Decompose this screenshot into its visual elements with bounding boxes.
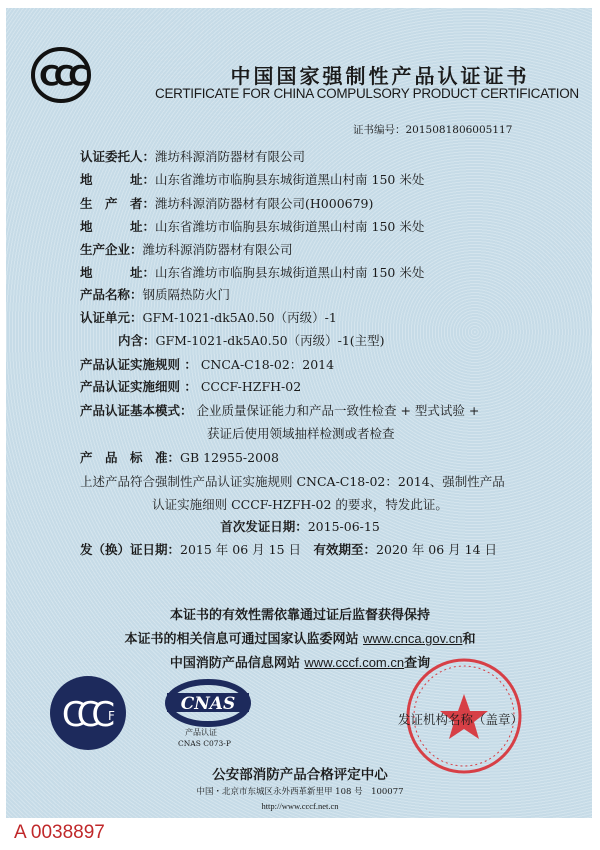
info-note	[0, 628, 600, 647]
cnca-link[interactable]: www.cnca.gov.cn	[363, 631, 463, 646]
field-label: 产品名称：	[80, 287, 143, 302]
field-value: 山东省潍坊市临朐县东城街道黑山村南 150 米处	[155, 172, 425, 187]
field-row	[80, 308, 337, 326]
field-label: 认证单元：	[80, 310, 143, 325]
field-label: 产品认证实施规则 ：	[80, 357, 197, 372]
issuer-address: 中国・北京市东城区永外西革新里甲 108 号 100077	[196, 787, 404, 797]
cccf-logo-icon	[48, 674, 128, 752]
serial-number: A 0038897	[14, 822, 105, 843]
expiry-label: 有效期至：	[313, 542, 377, 557]
field-label: 地 址：	[80, 172, 156, 187]
field-row	[80, 147, 305, 165]
field-label: 认证委托人：	[80, 149, 156, 164]
field-label: 生产企业：	[80, 242, 143, 257]
field-value: GFM-1021-dk5A0.50（丙级）-1	[142, 310, 337, 325]
field-row	[80, 377, 301, 395]
field-value-continued: 获证后使用领域抽样检测或者检查	[207, 426, 395, 441]
field-label: 产 品 标 准：	[80, 450, 181, 465]
statement-line1: 上述产品符合强制性产品认证实施规则 CNCA-C18-02：2014、强制性产品	[80, 474, 505, 489]
statement-line2: 认证实施细则 CCCF-HZFH-02 的要求，特发此证。	[152, 497, 448, 512]
cccf-link[interactable]: www.cccf.com.cn	[304, 655, 405, 670]
cnas-code: CNAS C073-P	[178, 739, 231, 748]
field-row	[80, 401, 479, 419]
first-issue-value: 2015-06-15	[307, 519, 380, 534]
cnas-logo-icon	[165, 678, 251, 728]
info-note-text: 本证书的相关信息可通过国家认监委网站	[124, 632, 359, 647]
field-value: 钢质隔热防火门	[142, 287, 231, 302]
cnas-caption: 产品认证	[185, 728, 217, 737]
svg-text:CNAS: CNAS	[180, 694, 236, 714]
certificate-number	[353, 122, 512, 137]
field-row	[80, 355, 334, 373]
issue-value: 2015 年 06 月 15 日	[180, 542, 302, 557]
field-row	[80, 217, 424, 235]
field-row	[80, 194, 373, 212]
validity-note: 本证书的有效性需依靠通过证后监督获得保持	[169, 608, 430, 623]
field-label: 生 产 者：	[80, 196, 156, 211]
query-note-text: 中国消防产品信息网站	[169, 656, 300, 671]
issue-label: 发（换）证日期：	[80, 542, 181, 557]
certificate-title: 中国国家强制性产品认证证书	[230, 64, 530, 88]
field-value: 潍坊科源消防器材有限公司(H000679)	[155, 196, 374, 211]
field-value: 企业质量保证能力和产品一致性检查 + 型式试验 +	[196, 403, 480, 418]
field-row	[80, 448, 279, 466]
cert-no-label: 证书编号：	[353, 124, 406, 136]
issue-dates	[80, 540, 497, 558]
query-note-end: 查询	[404, 656, 431, 671]
cert-no-value: 2015081806005117	[405, 124, 513, 136]
field-row	[80, 240, 293, 258]
field-value: 潍坊科源消防器材有限公司	[142, 242, 293, 257]
field-row	[80, 263, 424, 281]
field-value: GFM-1021-dk5A0.50（丙级）-1(主型)	[155, 333, 385, 348]
field-label: 内含：	[118, 333, 156, 348]
first-issue-date	[0, 517, 600, 535]
field-label: 地 址：	[80, 265, 156, 280]
issuer-url[interactable]: http://www.cccf.net.cn	[261, 801, 339, 811]
expiry-value: 2020 年 06 月 14 日	[376, 542, 498, 557]
svg-text:CCC: CCC	[61, 695, 107, 735]
field-value: 山东省潍坊市临朐县东城街道黑山村南 150 米处	[155, 219, 425, 234]
field-value: 潍坊科源消防器材有限公司	[155, 149, 306, 164]
svg-text:F: F	[108, 709, 115, 723]
certificate-subtitle: CERTIFICATE FOR CHINA COMPULSORY PRODUCT CERTIFICATION	[155, 86, 579, 101]
field-value: GB 12955-2008	[180, 450, 279, 465]
field-value: 山东省潍坊市临朐县东城街道黑山村南 150 米处	[155, 265, 425, 280]
field-row	[118, 331, 385, 349]
field-label: 产品认证基本模式：	[80, 403, 193, 418]
field-row	[80, 170, 424, 188]
issuer-seal-label: 发证机构名称（盖章）	[398, 712, 524, 727]
field-row	[80, 285, 230, 303]
field-label: 产品认证实施细则 ：	[80, 379, 197, 394]
field-value: CCCF-HZFH-02	[200, 379, 302, 394]
issuer-name: 公安部消防产品合格评定中心	[212, 767, 388, 783]
first-issue-label: 首次发证日期：	[220, 519, 308, 534]
field-value: CNCA-C18-02：2014	[200, 357, 335, 372]
svg-text:CCC: CCC	[39, 59, 83, 92]
field-label: 地 址：	[80, 219, 156, 234]
info-note-and: 和	[462, 632, 476, 647]
